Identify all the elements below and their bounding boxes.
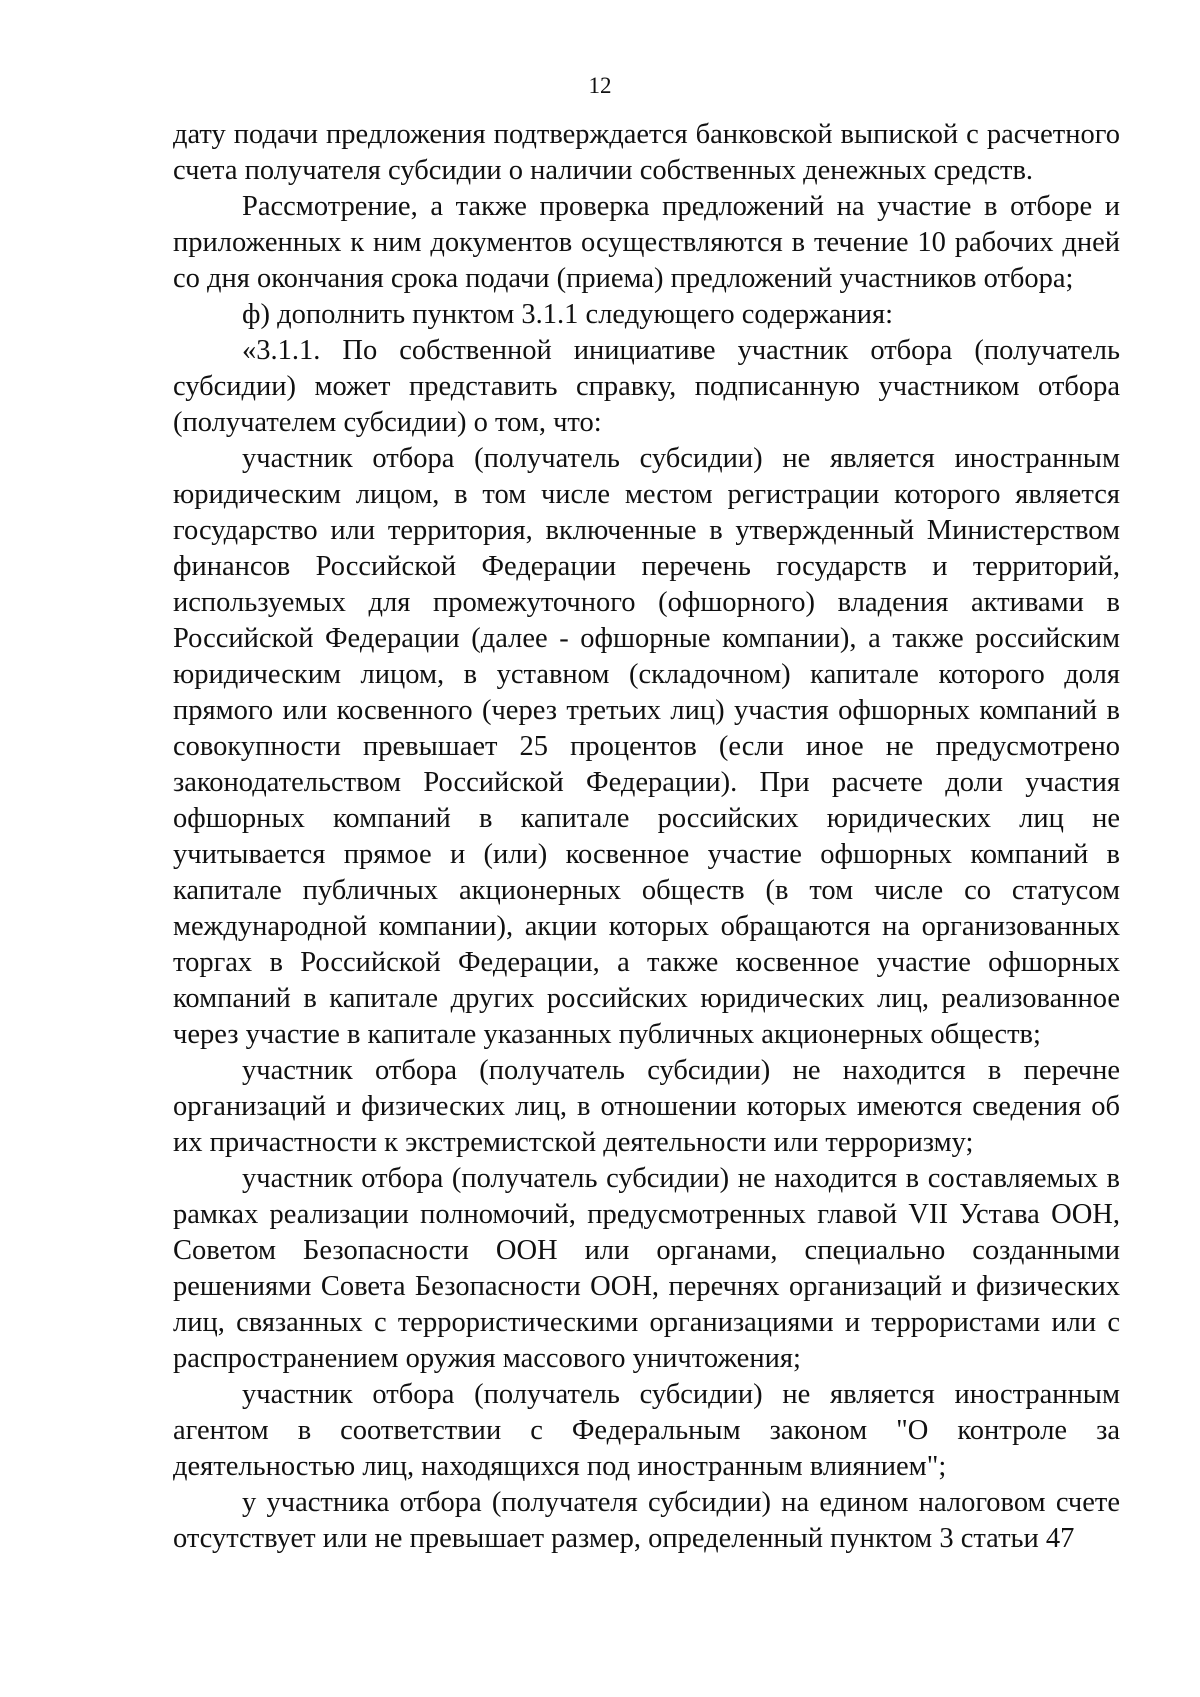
- paragraph-9: у участника отбора (получателя субсидии) на едином налоговом счете отсутствует или не превышает размер, определенный пунктом 3 статьи 47: [173, 1487, 1120, 1554]
- paragraph-7: участник отбора (получатель субсидии) не находится в составляемых в рамках реализации полномочий, предусмотренных главой VII Устава ООН, Советом Безопасности ООН или органами, специально созданными решениями Совета Безопасности ООН, перечнях организаций и физических лиц, связанных с террористическими организациями и террористами или с распространением оружия массового уничтожения;: [173, 1163, 1120, 1374]
- paragraph-8: участник отбора (получатель субсидии) не является иностранным агентом в соответствии с Федеральным законом "О контроле за деятельностью лиц, находящихся под иностранным влиянием";: [173, 1379, 1120, 1482]
- paragraph-2: Рассмотрение, а также проверка предложений на участие в отборе и приложенных к ним документов осуществляются в течение 10 рабочих дней со дня окончания срока подачи (приема) предложений участников отбора;: [173, 191, 1120, 294]
- paragraph-6: участник отбора (получатель субсидии) не находится в перечне организаций и физических лиц, в отношении которых имеются сведения об их причастности к экстремистской деятельности или терроризму;: [173, 1055, 1120, 1158]
- paragraph-1: дату подачи предложения подтверждается банковской выпиской с расчетного счета получателя субсидии о наличии собственных денежных средств.: [173, 119, 1120, 186]
- paragraph-4: «3.1.1. По собственной инициативе участник отбора (получатель субсидии) может представить справку, подписанную участником отбора (получателем субсидии) о том, что:: [173, 335, 1120, 438]
- paragraph-3: ф) дополнить пунктом 3.1.1 следующего содержания:: [242, 299, 894, 330]
- paragraph-5: участник отбора (получатель субсидии) не является иностранным юридическим лицом, в том числе местом регистрации которого является государство или территория, включенные в утвержденный Министерством финансов Российской Федерации перечень государств и территорий, используемых для промежуточного (офшорного) владения активами в Российской Федерации (далее - офшорные компании), а также российским юридическим лицом, в уставном (складочном) капитале которого доля прямого или косвенного (через третьих лиц) участия офшорных компаний в совокупности превышает 25 процентов (если иное не предусмотрено законодательством Российской Федерации). При расчете доли участия офшорных компаний в капитале российских юридических лиц не учитывается прямое и (или) косвенное участие офшорных компаний в капитале публичных акционерных обществ (в том числе со статусом международной компании), акции которых обращаются на организованных торгах в Российской Федерации, а также косвенное участие офшорных компаний в капитале других российских юридических лиц, реализованное через участие в капитале указанных публичных акционерных обществ;: [173, 443, 1120, 1050]
- document-body: [173, 117, 1120, 1557]
- page-number: 12: [588, 73, 612, 98]
